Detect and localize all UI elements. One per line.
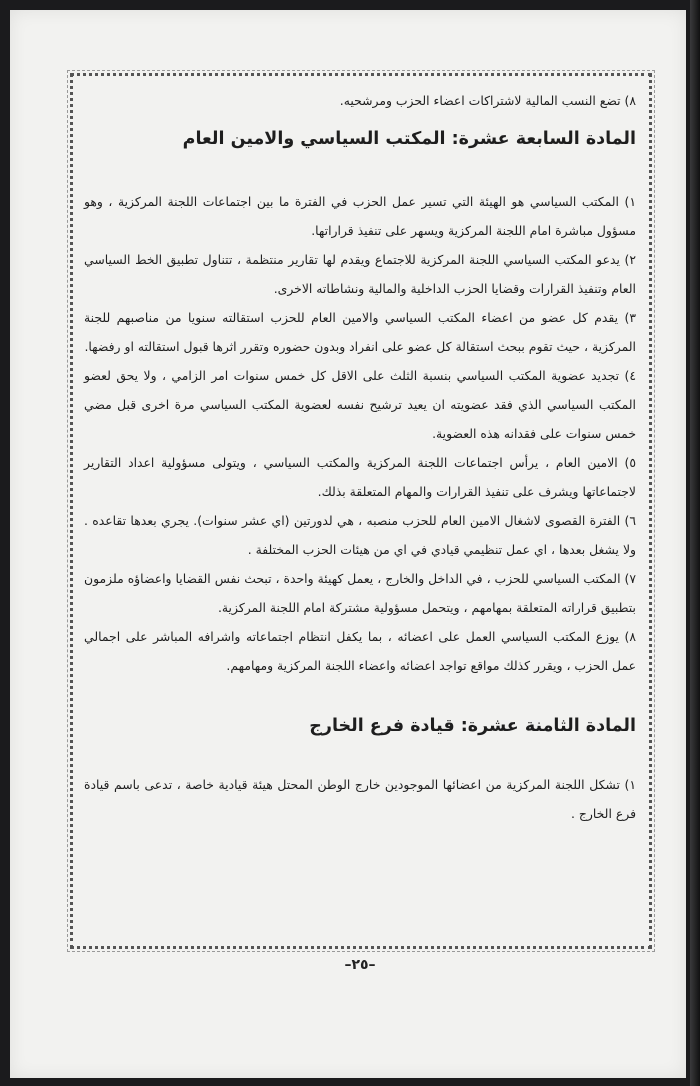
page-content — [84, 86, 636, 828]
article17-item-7: ٧) المكتب السياسي للحزب ، في الداخل والخارج ، يعمل كهيئة واحدة ، تبحث نفس القضايا واعضاؤه ملزمون بتطبيق قراراته المتعلقة بمهامهم ، ويتحمل مسؤولية مشتركة امام اللجنة المركزية. — [84, 571, 636, 615]
article17-item-6: ٦) الفترة القصوى لاشغال الامين العام للحزب منصبه ، هي لدورتين (اي عشر سنوات). يجري بعدها تقاعده . ولا يشغل بعدها ، اي عمل تنظيمي قيادي في اي من هيئات الحزب المختلفة . — [84, 513, 636, 557]
article17-item-8: ٨) يوزع المكتب السياسي العمل على اعضائه ، بما يكفل انتظام اجتماعاته واشرافه المباشر على اجمالي عمل الحزب ، ويقرر كذلك مواقع تواجد اعضائه واعضاء اللجنة المركزية ومهامهم. — [84, 629, 636, 673]
page-edge-shadow — [690, 0, 700, 1086]
article17-item-4: ٤) تجديد عضوية المكتب السياسي بنسبة الثلث على الاقل كل خمس سنوات امر الزامي ، ولا يحق لعضو المكتب السياسي الذي فقد عضويته ان يعيد ترشيح نفسه لعضوية المكتب السياسي مرة اخرى قبل مضي خمس سنوات على فقدانه هذه العضوية. — [84, 368, 636, 441]
article18-item-1: ١) تشكل اللجنة المركزية من اعضائها الموجودين خارج الوطن المحتل هيئة قيادية خاصة ، تدعى باسم قيادة فرع الخارج . — [84, 777, 636, 821]
article17-item-3: ٣) يقدم كل عضو من اعضاء المكتب السياسي والامين العام للحزب استقالته سنويا من مناصبهم للجنة المركزية ، حيث تقوم ببحث استقالة كل عضو على انفراد وبدون حضوره وتقرر اثرها قبول استقالته او رفضها. — [84, 310, 636, 354]
article16-item-8: ٨) تضع النسب المالية لاشتراكات اعضاء الحزب ومرشحيه. — [339, 93, 636, 108]
article17-item-1: ١) المكتب السياسي هو الهيئة التي تسير عمل الحزب في الفترة ما بين اجتماعات اللجنة المركزية ، وهو مسؤول مباشرة امام اللجنة المركزية ويسهر على تنفيذ قراراتها. — [84, 194, 636, 238]
article18-heading: المادة الثامنة عشرة: قيادة فرع الخارج — [309, 716, 636, 736]
page-number: –٢٥– — [344, 957, 376, 973]
article17-heading: المادة السابعة عشرة: المكتب السياسي والامين العام — [182, 129, 636, 149]
article17-item-2: ٢) يدعو المكتب السياسي اللجنة المركزية للاجتماع ويقدم لها تقارير منتظمة ، تتناول تطبيق الخط السياسي العام وتنفيذ القرارات وقضايا الحزب الداخلية والمالية ونشاطاته الاخرى. — [84, 252, 636, 296]
article17-item-5: ٥) الامين العام ، يرأس اجتماعات اللجنة المركزية والمكتب السياسي ، ويتولى مسؤولية اعداد التقارير لاجتماعاتها ويشرف على تنفيذ القرارات والمهام المتعلقة بذلك. — [84, 455, 636, 499]
